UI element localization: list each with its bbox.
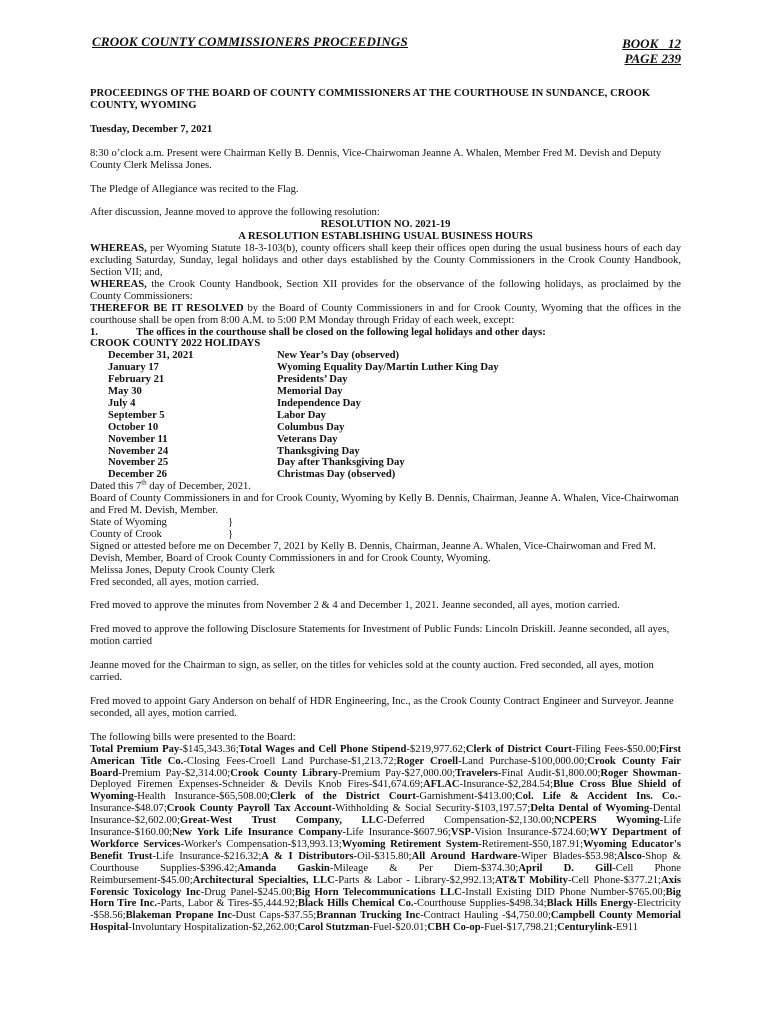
holiday-name: Independence Day xyxy=(277,397,361,409)
holiday-name: New Year’s Day (observed) xyxy=(277,350,400,362)
dated-text-b: day of December, 2021. xyxy=(146,481,251,493)
bill-vendor: Axis Forensic Toxicology Inc xyxy=(90,874,682,898)
bill-detail: -Dental Insurance-$2,602.00; xyxy=(90,803,681,827)
holiday-row xyxy=(108,446,499,458)
bill-vendor: Clerk of District Court xyxy=(465,743,572,755)
holiday-name: Labor Day xyxy=(277,409,326,421)
item-1-text: The offices in the courthouse shall be closed on the following legal holidays and other days: xyxy=(136,326,546,338)
county-label: County of Crook xyxy=(90,528,162,540)
book-page-number xyxy=(622,36,681,66)
item-1-number: 1. xyxy=(90,326,98,338)
bill-detail: -Involuntary Hospitalization-$2,262.00; xyxy=(128,922,298,934)
holiday-name: Presidents’ Day xyxy=(277,374,348,386)
holiday-row xyxy=(108,362,499,374)
meeting-date: Tuesday, December 7, 2021 xyxy=(90,123,213,135)
bill-vendor: Campbell County Memorial Hospital xyxy=(90,910,681,934)
bill-detail: -Fuel-$20.01; xyxy=(369,922,428,934)
bill-vendor: Crook County Library xyxy=(230,767,338,779)
bill-detail: -Insurance-$48.07; xyxy=(90,791,681,815)
bill-vendor: Carol Stutzman xyxy=(297,922,370,934)
bill-vendor: Roger Croell xyxy=(396,755,459,767)
bill-vendor: AT&T Mobility xyxy=(495,874,568,886)
holiday-date: July 4 xyxy=(108,397,136,409)
minutes-motion: Fred moved to approve the minutes from November 2 & 4 and December 1, 2021. Jeanne seconded, all ayes, motion carried. xyxy=(90,600,620,612)
bill-vendor: CBH Co-op xyxy=(427,922,481,934)
resolution-number: RESOLUTION NO. 2021-19 xyxy=(320,219,451,231)
holiday-date: September 5 xyxy=(108,409,165,421)
bill-vendor: Clerk of the District Court xyxy=(269,791,416,803)
bill-detail: -Vision Insurance-$724.60; xyxy=(470,827,590,839)
bill-detail: -Insurance-$2,284.54; xyxy=(459,779,554,791)
whereas-2 xyxy=(90,279,681,303)
holiday-date: November 24 xyxy=(108,445,169,457)
bill-vendor: VSP xyxy=(450,827,471,839)
holiday-row xyxy=(108,469,499,481)
bill-detail: -Courthouse Supplies-$498.34; xyxy=(413,898,547,910)
holiday-date: May 30 xyxy=(108,386,142,398)
bill-detail: -Deployed Firemen Expenses-Schneider & Devils Knob Fires-$41,674.69; xyxy=(90,767,681,791)
bill-detail: -Final Audit-$1,800.00; xyxy=(497,767,601,779)
disclosure-motion: Fred moved to approve the following Disclosure Statements for Investment of Public Funds: Lincoln Driskill. Jeanne seconded, all ayes, motion carried xyxy=(90,624,670,648)
bill-vendor: Col. Life & Accident Ins. Co. xyxy=(515,791,678,803)
bill-vendor: Architectural Specialties, LLC xyxy=(192,874,335,886)
bill-vendor: New York Life Insurance Company xyxy=(172,827,343,839)
holiday-row xyxy=(108,398,499,410)
bill-vendor: Amanda Gaskin xyxy=(237,862,330,874)
holiday-row xyxy=(108,350,499,362)
bill-vendor: WY Department of Workforce Services xyxy=(90,827,681,850)
bill-detail: -Oil-$315.80; xyxy=(353,850,412,862)
attendance-paragraph: 8:30 o’clock a.m. Present were Chairman Kelly B. Dennis, Vice-Chairwoman Jeanne A. Whalen, Member Fred M. Devish and Deputy County Clerk Melissa Jones. xyxy=(90,147,662,171)
board-signature: Board of County Commissioners in and for Crook County, Wyoming by Kelly B. Dennis, Chairman, Jeanne A. Whalen, Vice-Chairwoman and Fred M. Devish, Member. xyxy=(90,493,679,517)
holiday-date: November 11 xyxy=(108,433,168,445)
holiday-row xyxy=(108,374,499,386)
state-label: State of Wyoming xyxy=(90,517,167,528)
bill-detail: -Retirement-$50,187.91; xyxy=(478,838,584,850)
bill-vendor: Great-West Trust Company, LLC xyxy=(180,815,384,827)
clerk-name: Melissa Jones, Deputy Crook County Clerk xyxy=(90,564,275,576)
bill-detail: -Garnishment-$413.00; xyxy=(415,791,516,803)
bill-detail: -Premium Pay-$27,000.00; xyxy=(337,767,456,779)
therefor-text: by the Board of County Commissioners in and for Crook County, Wyoming that the offices in the courthouse shall be open from 8:00 A.M. to 5:00 P.M Monday through Friday of each week, except: xyxy=(90,302,681,326)
county-line xyxy=(90,529,681,541)
holiday-name: Thanksgiving Day xyxy=(277,445,360,457)
bill-detail: -Parts, Labor & Tires-$5,444.92; xyxy=(156,898,298,910)
bill-detail: -Life Insurance-$607.96; xyxy=(342,827,451,839)
book-number: BOOK 12 xyxy=(622,36,681,51)
bill-detail: -Install Existing DID Phone Number-$765.00; xyxy=(461,886,666,898)
whereas-1-label: WHEREAS, xyxy=(90,243,147,255)
bill-vendor: Wyoming Educator's Benefit Trust xyxy=(90,838,681,862)
bill-vendor: First American Title Co. xyxy=(90,743,682,767)
bill-vendor: All Around Hardware xyxy=(411,850,518,862)
item-1 xyxy=(90,327,681,339)
whereas-2-label: WHEREAS, xyxy=(90,278,147,290)
bill-detail: -Filing Fees-$50.00; xyxy=(571,743,660,755)
whereas-1 xyxy=(90,243,681,279)
bill-vendor: Alsco xyxy=(617,850,642,862)
bill-vendor: NCPERS Wyoming xyxy=(554,815,660,827)
bill-vendor: Centurylink xyxy=(557,922,613,934)
dated-sup: th xyxy=(141,478,147,487)
proceedings-title: CROOK COUNTY COMMISSIONERS PROCEEDINGS xyxy=(92,34,408,49)
bill-detail: -Cell Phone-$377.21; xyxy=(567,874,661,886)
bill-vendor: Black Hills Energy xyxy=(546,898,634,910)
dated-line xyxy=(90,478,681,493)
bill-detail: -Dust Caps-$37.55; xyxy=(232,910,317,922)
resolution-intro: After discussion, Jeanne moved to approve the following resolution: xyxy=(90,207,380,219)
bill-vendor: Big Horn Telecommunications LLC xyxy=(294,886,462,898)
bill-vendor: Total Premium Pay xyxy=(90,743,180,755)
state-brace: } xyxy=(228,517,234,528)
bill-detail: -E911 xyxy=(612,922,638,934)
therefor-clause xyxy=(90,303,681,327)
bills-list xyxy=(90,744,681,935)
holidays-table xyxy=(108,350,499,481)
bill-detail: -Shop & Courthouse Supplies-$396.42; xyxy=(90,850,681,874)
bill-vendor: Travelers xyxy=(455,767,498,779)
bill-detail: -Premium Pay-$2,314.00; xyxy=(118,767,231,779)
holiday-name: Columbus Day xyxy=(277,421,345,433)
bill-detail: -Closing Fees-Croell Land Purchase-$1,213.72; xyxy=(183,755,397,767)
holidays-title: CROOK COUNTY 2022 HOLIDAYS xyxy=(90,338,261,350)
holiday-date: November 25 xyxy=(108,457,169,469)
bill-detail: -Electricity -$58.56; xyxy=(90,898,681,922)
bill-detail: -Deferred Compensation-$2,130.00; xyxy=(383,815,555,827)
document-page xyxy=(90,36,681,934)
holiday-name: Wyoming Equality Day/Martin Luther King Day xyxy=(277,362,499,374)
dated-text-a: Dated this 7 xyxy=(90,481,142,493)
bill-detail: -$145,343.36; xyxy=(179,743,239,755)
holiday-name: Christmas Day (observed) xyxy=(277,469,396,481)
page-number: PAGE 239 xyxy=(624,51,681,66)
bill-detail: -Withholding & Social Security-$103,197.57; xyxy=(331,803,531,815)
bill-detail: -Land Purchase-$100,000.00; xyxy=(458,755,588,767)
state-line xyxy=(90,517,681,529)
bill-detail: -Mileage & Per Diem-$374.30; xyxy=(329,862,519,874)
bill-vendor: Blakeman Propane Inc xyxy=(125,910,233,922)
bill-detail: -Contract Hauling -$4,750.00; xyxy=(420,910,551,922)
bill-vendor: Delta Dental of Wyoming xyxy=(530,803,650,815)
holiday-date: December 26 xyxy=(108,469,167,481)
bill-vendor: Brannan Trucking Inc xyxy=(316,910,421,922)
holiday-date: December 31, 2021 xyxy=(108,350,194,362)
engineer-motion: Fred moved to appoint Gary Anderson on behalf of HDR Engineering, Inc., as the Crook County Contract Engineer and Surveyor. Jeanne seconded, all ayes, motion carried. xyxy=(90,695,674,719)
bill-vendor: AFLAC xyxy=(423,779,460,791)
bill-vendor: Crook County Payroll Tax Account xyxy=(166,803,332,815)
bill-detail: -Parts & Labor - Library-$2,992.13; xyxy=(334,874,495,886)
bill-vendor: Big Horn Tire Inc. xyxy=(90,886,681,910)
bill-detail: -$219,977.62; xyxy=(406,743,466,755)
bill-detail: -Drug Panel-$245.00; xyxy=(200,886,295,898)
bill-vendor: Roger Showman xyxy=(600,767,678,779)
whereas-2-text: the Crook County Handbook, Section XII provides for the observance of the following holidays, as proclaimed by the County Commissioners: xyxy=(90,278,681,302)
holiday-row xyxy=(108,386,499,398)
holiday-name: Veterans Day xyxy=(277,433,338,445)
bills-intro: The following bills were presented to the Board: xyxy=(90,731,296,743)
bill-detail: -Worker's Compensation-$13,993.13; xyxy=(180,838,342,850)
pledge-paragraph: The Pledge of Allegiance was recited to the Flag. xyxy=(90,183,299,195)
attestation: Signed or attested before me on December 7, 2021 by Kelly B. Dennis, Chairman, Jeanne A. Whalen, Vice-Chairwoman and Fred M. Devish, Member, Board of Crook County Commissioners in and for Crook County, Wyoming. xyxy=(90,540,656,564)
holiday-name: Day after Thanksgiving Day xyxy=(277,457,405,469)
holiday-date: January 17 xyxy=(108,362,159,374)
county-brace: } xyxy=(228,528,234,540)
holiday-row xyxy=(108,457,499,469)
bill-vendor: April D. Gill xyxy=(518,862,613,874)
page-header xyxy=(90,36,681,66)
holiday-name: Memorial Day xyxy=(277,386,343,398)
bill-vendor: A & I Distributors xyxy=(261,850,354,862)
holiday-row xyxy=(108,434,499,446)
bill-detail: -Fuel-$17,798.21; xyxy=(480,922,558,934)
document-heading: PROCEEDINGS OF THE BOARD OF COUNTY COMMISSIONERS AT THE COURTHOUSE IN SUNDANCE, CROOK COUNTY, WYOMING xyxy=(90,88,651,111)
holiday-row xyxy=(108,410,499,422)
bill-vendor: Wyoming Retirement System xyxy=(341,838,479,850)
resolution-title: A RESOLUTION ESTABLISHING USUAL BUSINESS HOURS xyxy=(238,231,533,243)
bill-detail: -Wiper Blades-$53.98; xyxy=(517,850,618,862)
resolution-seconded: Fred seconded, all ayes, motion carried. xyxy=(90,576,259,588)
whereas-1-text: per Wyoming Statute 18-3-103(b), county officers shall keep their offices open during the usual business hours of each day excluding Saturday, Sunday, legal holidays and other days established by the County Commissioners in the Crook County Handbook, Section VII; and, xyxy=(90,243,681,278)
bill-detail: -Life Insurance-$216.32; xyxy=(152,850,262,862)
bill-vendor: Black Hills Chemical Co. xyxy=(297,898,414,910)
bill-detail: -Life Insurance-$160.00; xyxy=(90,815,681,839)
bill-detail: -Cell Phone Reimbursement-$45.00; xyxy=(90,862,682,886)
bill-vendor: Total Wages and Cell Phone Stipend xyxy=(238,743,407,755)
holiday-date: February 21 xyxy=(108,374,165,386)
titles-motion: Jeanne moved for the Chairman to sign, as seller, on the titles for vehicles sold at the county auction. Fred seconded, all ayes, motion carried. xyxy=(90,660,654,684)
bill-detail: -Health Insurance-$65,508.00; xyxy=(133,791,270,803)
bill-vendor: Blue Cross Blue Shield of Wyoming xyxy=(90,779,681,803)
holiday-date: October 10 xyxy=(108,421,159,433)
therefor-label: THEREFOR BE IT RESOLVED xyxy=(90,302,244,314)
holiday-row xyxy=(108,422,499,434)
bill-vendor: Crook County Fair Board xyxy=(90,755,682,779)
resolution-block xyxy=(90,219,681,588)
